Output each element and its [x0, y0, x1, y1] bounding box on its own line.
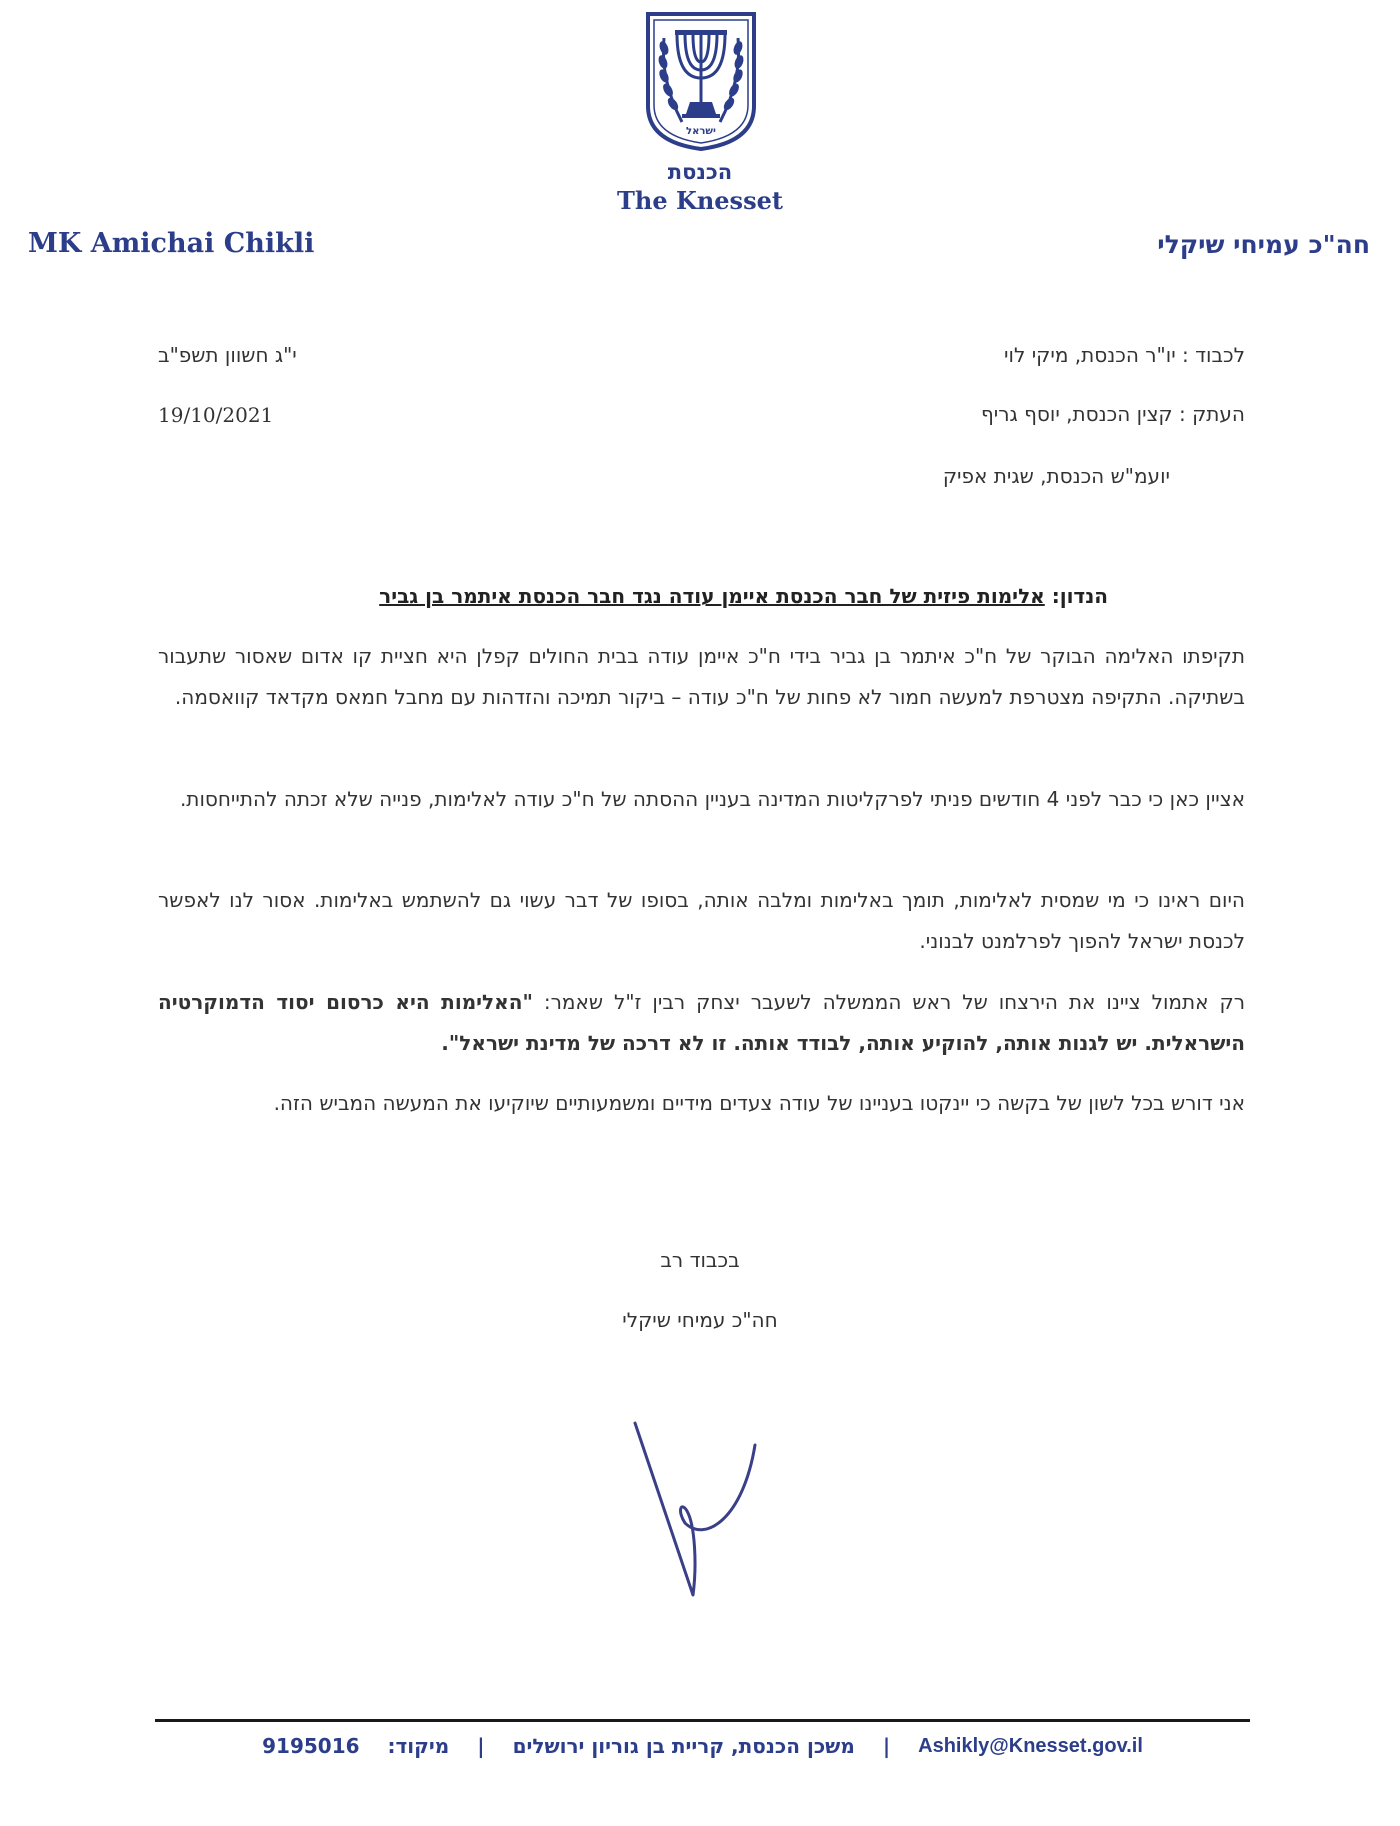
mk-name-english: MK Amichai Chikli: [28, 228, 315, 259]
body-paragraph-2: אציין כאן כי כבר לפני 4 חודשים פניתי לפרקליטות המדינה בעניין ההסתה של ח"כ עודה לאלימות, פנייה שלא זכתה להתייחסות.: [179, 787, 1245, 811]
recipient-line: לכבוד : יו"ר הכנסת, מיקי לוי: [1004, 343, 1245, 367]
hebrew-date: י"ג חשוון תשפ"ב: [158, 343, 297, 367]
footer-separator: |: [882, 1734, 891, 1758]
gregorian-date: 19/10/2021: [158, 403, 274, 427]
subject-label: הנדון:: [1051, 584, 1108, 608]
footer-divider: [155, 1719, 1250, 1722]
footer-zip-label: מיקוד:: [387, 1734, 450, 1758]
closing-regards: בכבוד רב: [660, 1248, 740, 1272]
rabin-intro: רק אתמול ציינו את הירצחו של ראש הממשלה לשעבר יצחק רבין ז"ל שאמר:: [532, 990, 1245, 1014]
knesset-name-english: The Knesset: [617, 186, 783, 215]
knesset-emblem-icon: [642, 10, 760, 152]
body-paragraph-4: [158, 982, 1245, 1064]
footer-address: משכן הכנסת, קריית בן גוריון ירושלים: [512, 1734, 855, 1758]
body-paragraph-5: אני דורש בכל לשון של בקשה כי יינקטו בעניינו של עודה צעדים מידיים ומשמעותיים שיוקיעו את המעשה המביש הזה.: [273, 1091, 1245, 1115]
handwritten-signature: [625, 1415, 765, 1605]
knesset-name-hebrew: הכנסת: [667, 160, 733, 184]
subject-text: אלימות פיזית של חבר הכנסת איימן עודה נגד חבר הכנסת איתמר בן גביר: [379, 584, 1045, 608]
mk-name-hebrew: חה"כ עמיחי שיקלי: [1157, 230, 1370, 259]
body-paragraph-1: תקיפתו האלימה הבוקר של ח"כ איתמר בן גביר בידי ח"כ איימן עודה בבית החולים קפלן היא חציית קו אדום שאסור שתעבור בשתיקה. התקיפה מצטרפת למעשה חמור לא פחות של ח"כ עודה – ביקור תמיכה והזדהות עם מחבל חמאס מקדאד קוואסמה.: [158, 644, 1245, 709]
copy-line-2: יועמ"ש הכנסת, שגית אפיק: [942, 464, 1170, 488]
closing-signer: חה"כ עמיחי שיקלי: [622, 1308, 778, 1332]
rabin-quote: "האלימות היא כרסום יסוד הדמוקרטיה הישראלית. יש לגנות אותה, להוקיע אותה, לבודד אותה. זו לא דרכה של מדינת ישראל".: [158, 990, 1245, 1055]
footer-separator: |: [477, 1734, 485, 1758]
footer-zip: 9195016: [262, 1734, 360, 1758]
copy-line-1: העתק : קצין הכנסת, יוסף גריף: [980, 402, 1245, 426]
body-paragraph-3: היום ראינו כי מי שמסית לאלימות, תומך באלימות ומלבה אותה, בסופו של דבר עשוי גם להשתמש באלימות. אסור לנו לאפשר לכנסת ישראל להפוך לפרלמנט לבנוני.: [158, 888, 1245, 953]
emblem-label: ישראל: [686, 126, 716, 137]
footer-email[interactable]: Ashikly@Knesset.gov.il: [918, 1734, 1143, 1757]
footer-contact: [155, 1734, 1250, 1758]
subject-line: [379, 584, 1108, 608]
